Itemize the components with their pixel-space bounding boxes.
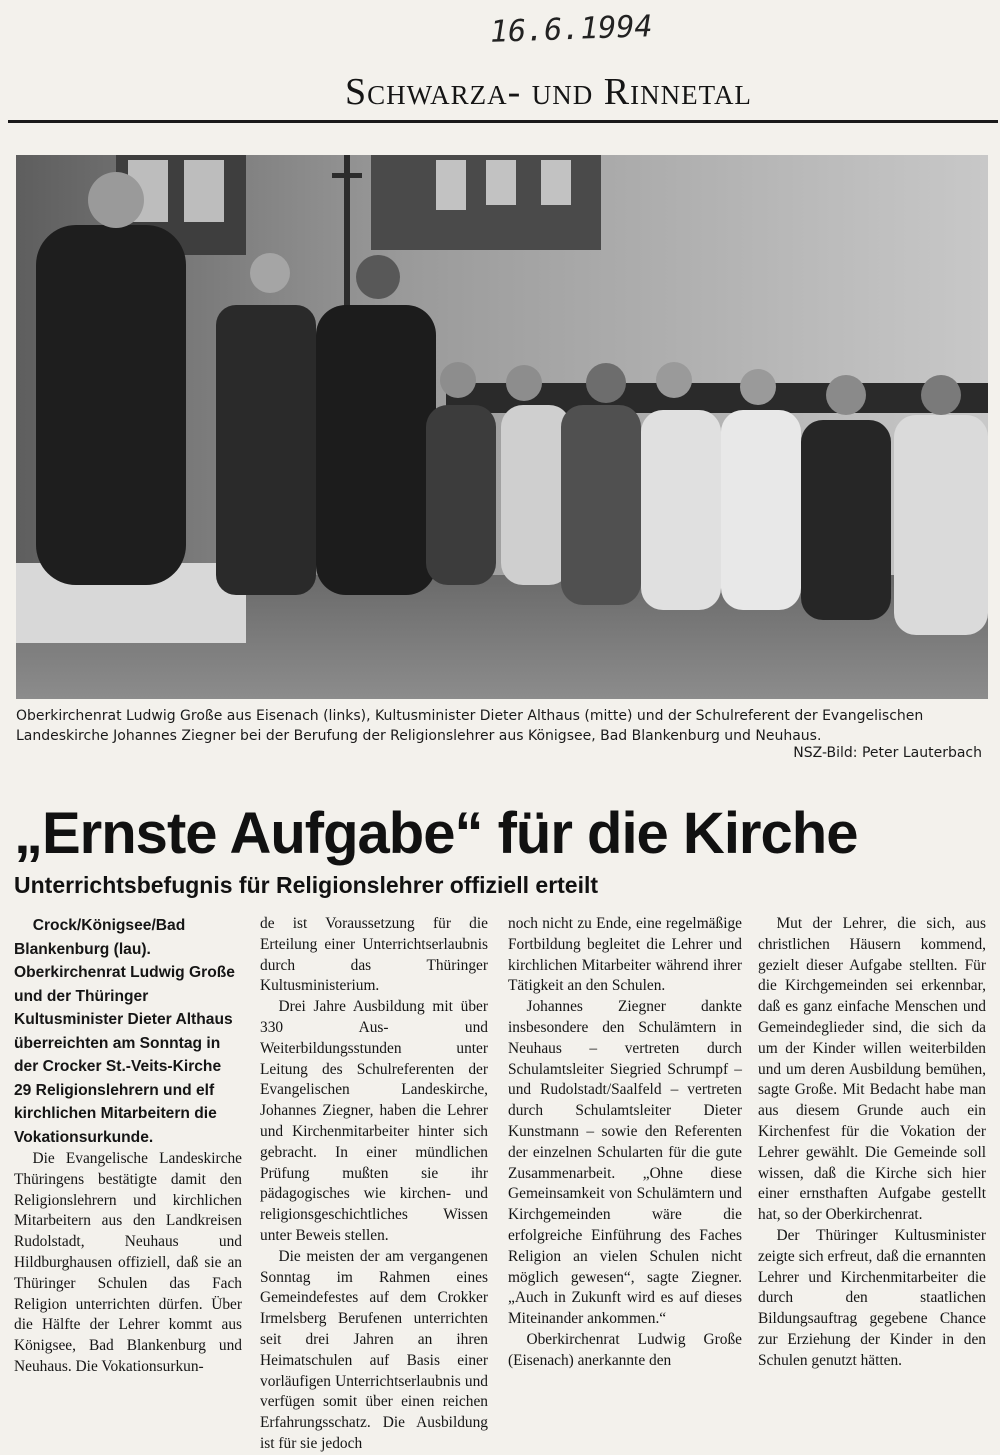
news-photo — [16, 155, 988, 699]
paragraph: noch nicht zu Ende, eine regelmäßige Fortbildung begleitet die Lehrer und kirchlichen Mitarbeiter während ihrer Tätigkeit an den Schulen. — [508, 915, 742, 995]
article-column-4 — [758, 914, 986, 1372]
article-column-2 — [260, 914, 488, 1455]
subheadline: Unterrichtsbefugnis für Religionslehrer offiziell erteilt — [14, 872, 599, 898]
header-rule — [8, 120, 998, 123]
article-lead: Crock/Königsee/Bad Blankenburg (lau). Oberkirchenrat Ludwig Große und der Thüringer Kultusminister Dieter Althaus überreichten am Sonntag in der Crocker St.-Veits-Kirche 29 Religionslehrern und elf kirchlichen Mitarbeitern die Vokationsurkunde. — [14, 917, 235, 1146]
paragraph: Oberkirchenrat Ludwig Große (Eisenach) anerkannte den — [508, 1330, 742, 1369]
article-column-1 — [14, 914, 242, 1378]
section-title: Schwarza- und Rinnetal — [345, 71, 752, 113]
paragraph: Mut der Lehrer, die sich, aus christlichen Häusern kommend, gezielt dieser Aufgabe stellten. Für die Kirchgemeinden sei erkennbar, daß es ganz einfache Menschen und Gemeindeglieder sind, die sich da um der Kinder willen weiterbilden und um deren Ausbildung bemühen, sagte Große. Mit Bedacht habe man aus diesem Grunde auch ein Kirchenfest für die Vokation der Lehrer gewählt. Die Gemeinde soll wissen, daß die Kirche sich hier einer ernsthaften Aufgabe gestellt hat, so der Oberkirchenrat. — [758, 915, 986, 1224]
paragraph: Drei Jahre Ausbildung mit über 330 Aus- und Weiterbildungsstunden unter Leitung des Schulreferenten der Evangelischen Landeskirche, Johannes Ziegner, haben die Lehrer und Kirchenmitarbeiter hinter sich gebracht. In einer mündlichen Prüfung mußten sie ihr pädagogisches wie kirchen- und religionsgeschichtliches Wissen unter Beweis stellen. — [260, 998, 488, 1244]
paragraph: Der Thüringer Kultusminister zeigte sich erfreut, daß die ernannten Lehrer und Kirchenmitarbeiter die durch den staatlichen Bildungsauftrag gegebene Chance zur Erziehung der Kinder in den Schulen genutzt hätten. — [758, 1226, 986, 1369]
paragraph: Die Evangelische Landeskirche Thüringens bestätigte damit den Religionslehrern und kirchlichen Mitarbeitern aus den Landkreisen Rudolstadt, Neuhaus und Hildburghausen offiziell, daß sie an Thüringer Schulen das Fach Religion unterrichten dürfen. Über die Hälfte der Lehrer kommt aus Königsee, Bad Blankenburg und Neuhaus. Die Vokationsurkun- — [14, 1150, 242, 1375]
paragraph: Johannes Ziegner dankte insbesondere den Schulämtern in Neuhaus – vertreten durch Schulamtsleiter Siegried Schrumpf – und Rudolstadt/Saalfeld – vertreten durch Schulamtsleiter Dieter Kunstmann – sowie den Referenten der einzelnen Schularten für die gute Zusammenarbeit. „Ohne diese Gemeinsamkeit von Schulämtern und Kirchgemeinden wäre die erfolgreiche Einführung des Faches Religion an vielen Schulen nicht möglich gewesen“, sagte Ziegner. „Auch in Zukunft wird es auf dieses Miteinander ankommen.“ — [508, 998, 742, 1328]
photo-caption: Oberkirchenrat Ludwig Große aus Eisenach (links), Kultusminister Dieter Althaus (mitte) und der Schulreferent der Evangelischen Landeskirche Johannes Ziegner bei der Berufung der Religionslehrer aus Königsee, Bad Blankenburg und Neuhaus. — [16, 708, 924, 744]
date-stamp: 16.6.1994 — [489, 9, 654, 50]
church-scene-photo — [16, 155, 988, 699]
paragraph: de ist Voraussetzung für die Erteilung einer Unterrichtserlaubnis durch das Thüringer Kultusministerium. — [260, 915, 488, 995]
article-column-3 — [508, 914, 742, 1372]
paragraph: Die meisten der am vergangenen Sonntag im Rahmen eines Gemeindefestes auf dem Crokker Irmelsberg Berufenen unterrichten seit drei Jahren an ihren Heimatschulen auf Basis einer vorläufigen Unterrichtserlaubnis und verfügen somit über einen reichen Erfahrungsschatz. Die Ausbildung ist für sie jedoch — [260, 1247, 488, 1452]
photo-credit: NSZ-Bild: Peter Lauterbach — [793, 745, 982, 761]
headline: „Ernste Aufgabe“ für die Kirche — [14, 801, 858, 866]
